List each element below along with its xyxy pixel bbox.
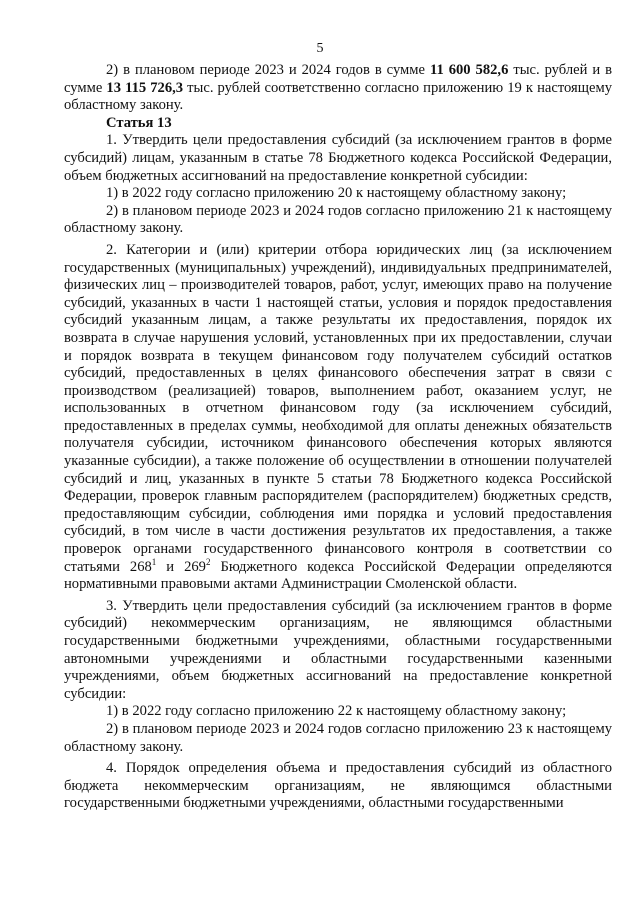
item-2-text-b: тыс. рублей и в сумме bbox=[64, 62, 613, 96]
article-13-part-3-item-2: 2) в плановом периоде 2023 и 2024 годов согласно приложению 23 к настоящему областному закону. bbox=[64, 720, 612, 755]
article-12-item-2 bbox=[64, 62, 612, 115]
article-13-part-1-item-2: 2) в плановом периоде 2023 и 2024 годов согласно приложению 21 к настоящему областному закону. bbox=[64, 202, 612, 237]
superscript-1: 1 bbox=[151, 556, 157, 567]
part-2-text-a: 2. Категории и (или) критерии отбора юридических лиц (за исключением государственных (муниципальных) учреждений), индивидуальных предпринимателей, физических лиц – производителей товаров, работ, услуг, имеющих право на получение субсидий, указанных в части 1 настоящей статьи, условия и порядок предоставления субсидий указанным лицам, а также результаты их предоставления, порядок их возврата в случае нарушения условий, установленных при их предоставлении, случаи и порядок возврата в текущем финансовом году получателем субсидий остатков субсидий, предоставленных в целях финансового обеспечения затрат в связи с производством (реализацией) товаров, выполнением работ, оказанием услуг, не использованных в отчетном финансовом году (за исключением субсидий, предоставленных в пределах суммы, необходимой для оплаты денежных обязательств получателя субсидии, источником финансового обеспечения которых являются указанные субсидии), а также положение об осуществлении в отношении получателей субсидий и лиц, указанных в пункте 5 статьи 78 Бюджетного кодекса Российской Федерации, проверок главным распорядителем (распорядителем) бюджетных средств, предоставляющим субсидии, соблюдения ими порядка и условий предоставления субсидий, в том числе в части достижения результатов их предоставления, а также проверок органами государственного финансового контроля в соответствии со статьями 268 bbox=[64, 241, 612, 575]
article-13-part-3-item-1: 1) в 2022 году согласно приложению 22 к настоящему областному закону; bbox=[106, 703, 567, 720]
amount-2024: 13 115 726,3 bbox=[106, 79, 184, 96]
article-13-part-3: 3. Утвердить цели предоставления субсидий (за исключением грантов в форме субсидий) некоммерческим организациям, не являющимся областными государственными бюджетными учреждениями, областными государственными автономными учреждениями и областными государственными казенными учреждениями, объем бюджетных ассигнований на предоставление конкретной субсидии: bbox=[64, 597, 612, 702]
part-2-text-b: и 269 bbox=[156, 558, 206, 575]
item-2-text-a: 2) в плановом периоде 2023 и 2024 годов в сумме bbox=[106, 62, 430, 78]
article-13-part-2 bbox=[64, 242, 612, 594]
article-13-part-1-item-1: 1) в 2022 году согласно приложению 20 к настоящему областному закону; bbox=[106, 185, 567, 202]
amount-2023: 11 600 582,6 bbox=[429, 62, 509, 78]
page-number: 5 bbox=[316, 41, 324, 56]
document-body bbox=[64, 62, 612, 813]
part-2-text-c: Бюджетного кодекса Российской Федерации определяются нормативными правовыми актами Администрации Смоленской области. bbox=[64, 558, 612, 593]
article-13-heading: Статья 13 bbox=[106, 114, 172, 131]
article-13-part-1: 1. Утвердить цели предоставления субсидий (за исключением грантов в форме субсидий) лицам, указанным в статье 78 Бюджетного кодекса Российской Федерации, объем бюджетных ассигнований на предоставление конкретной субсидии: bbox=[64, 132, 612, 184]
item-2-text-c: тыс. рублей соответственно согласно приложению 19 к настоящему областному закону. bbox=[64, 79, 612, 114]
superscript-2: 2 bbox=[205, 556, 211, 567]
article-13-part-4: 4. Порядок определения объема и предоставления субсидий из областного бюджета некоммерческим организациям, не являющимся областными государственными бюджетными учреждениями, областными государственными bbox=[64, 760, 612, 812]
